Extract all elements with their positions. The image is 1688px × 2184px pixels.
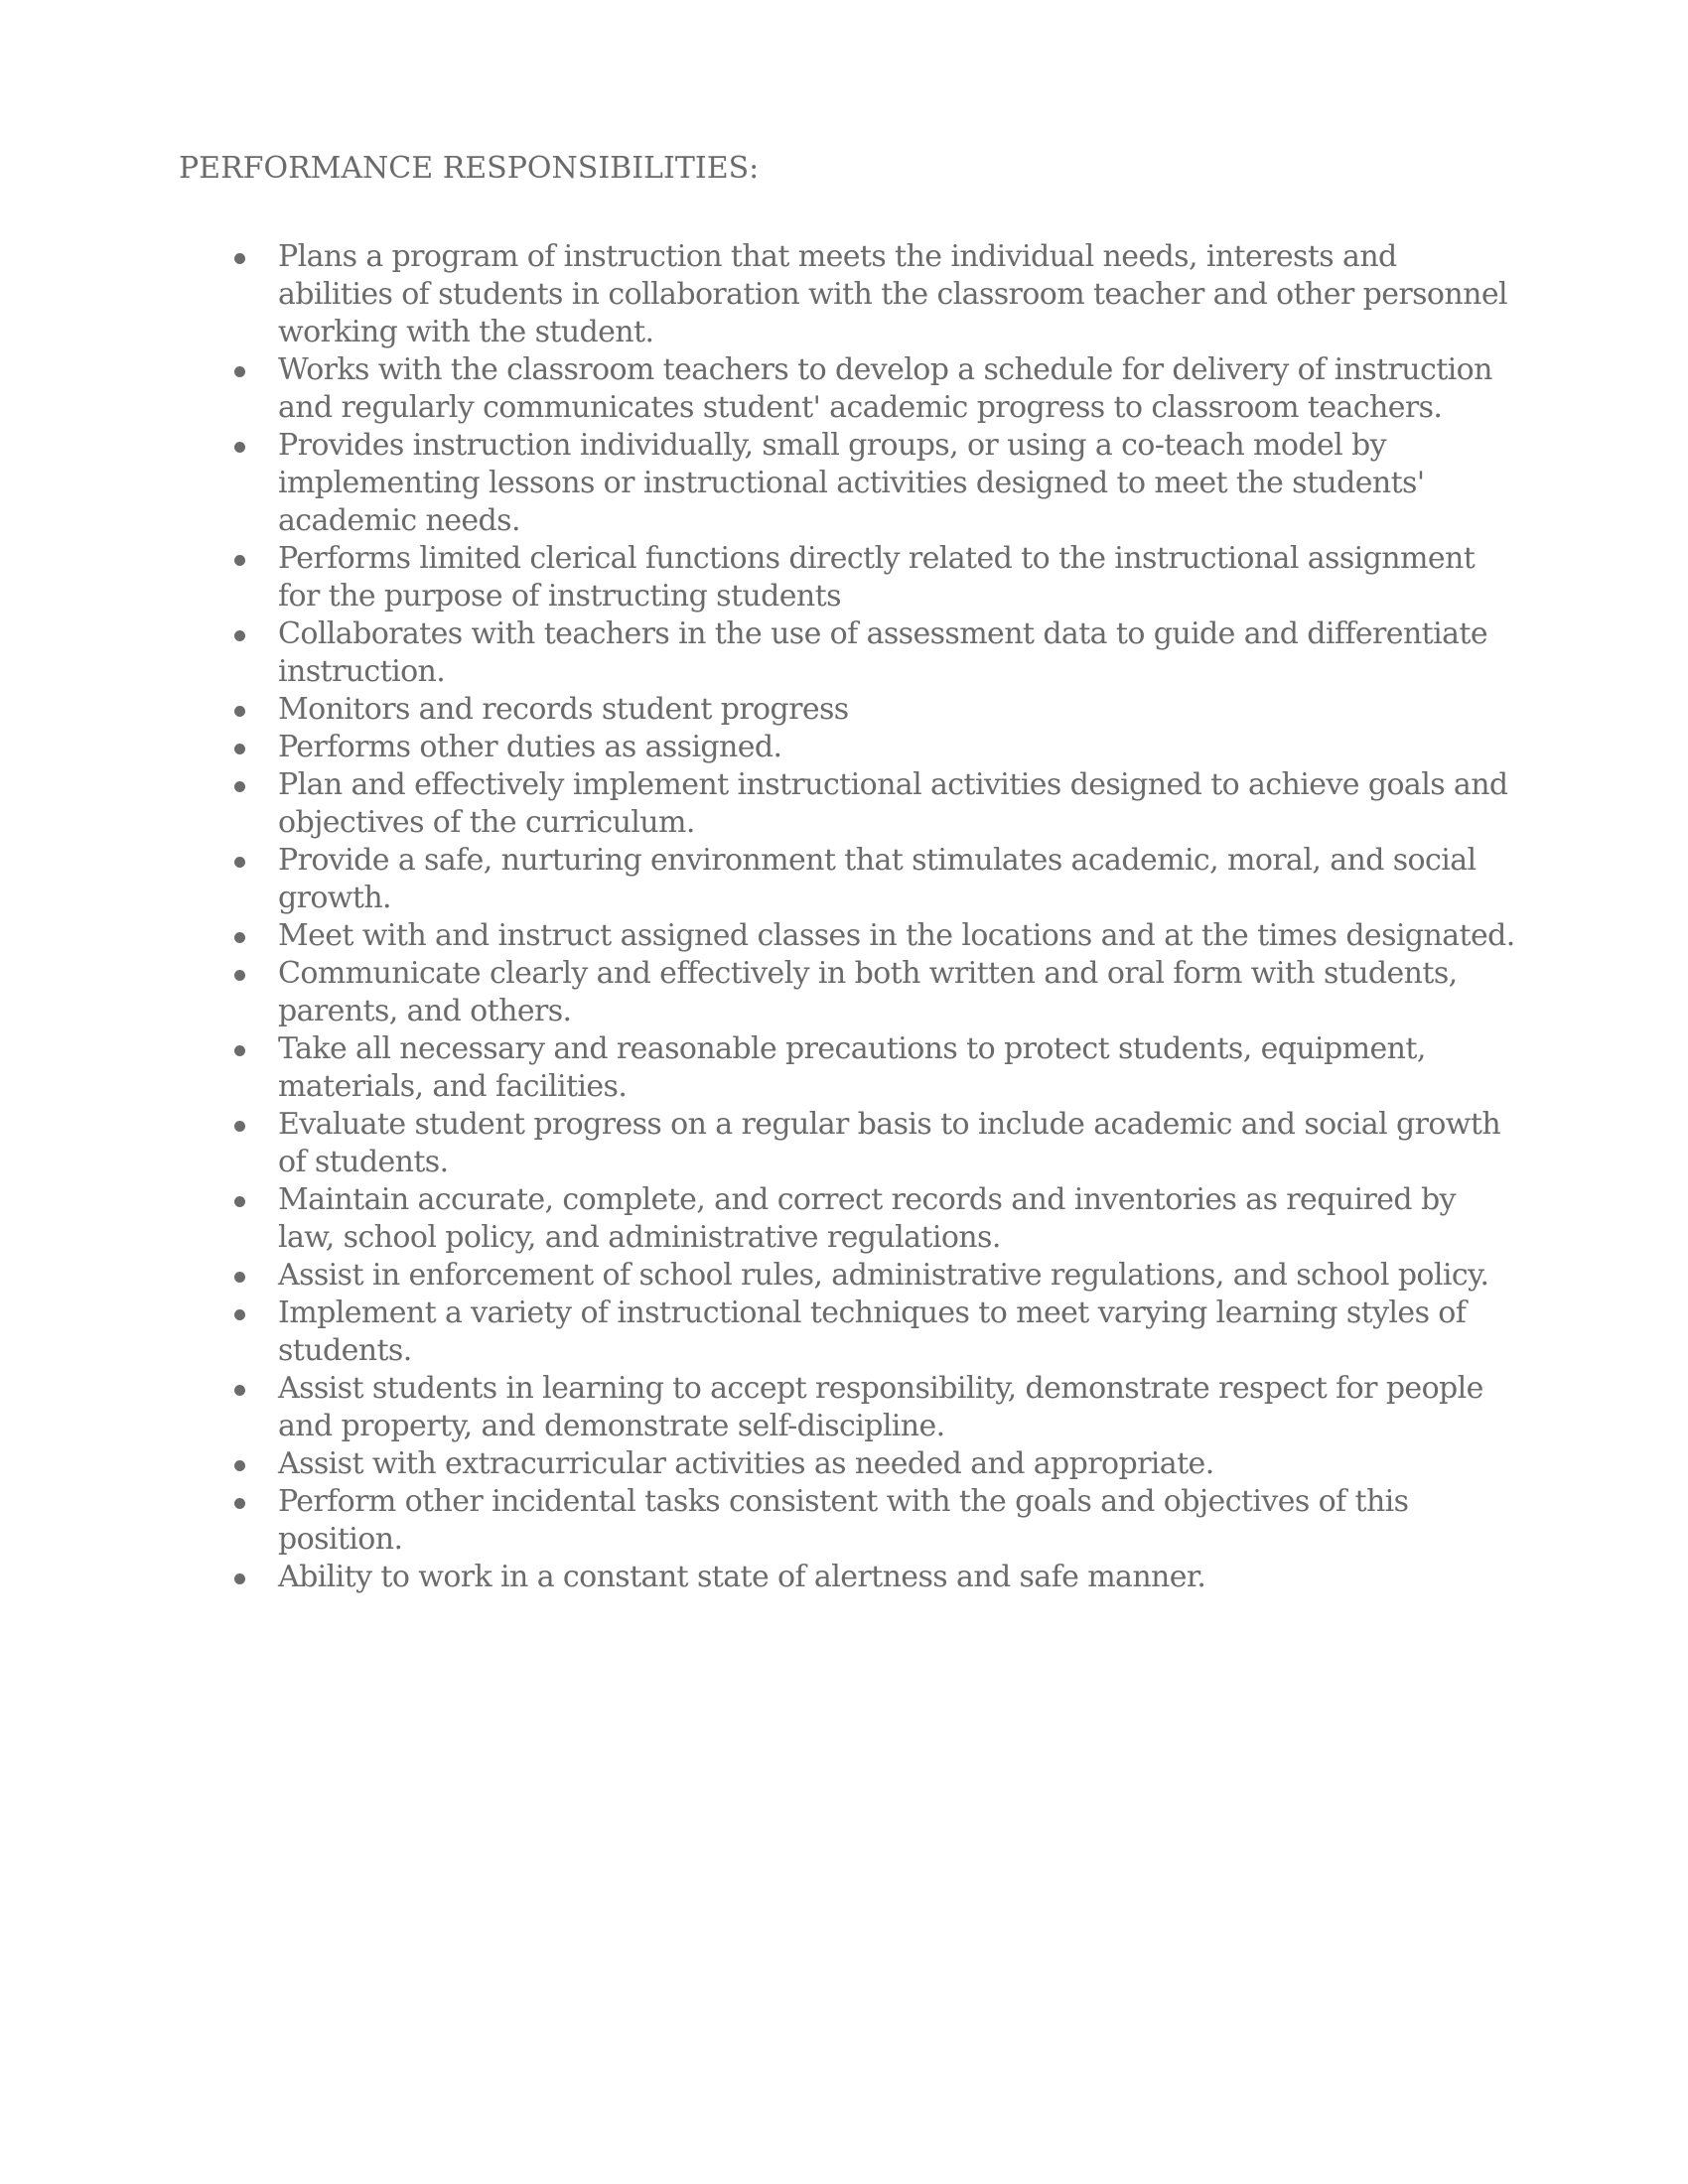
list-item-text: Assist in enforcement of school rules, administrative regulations, and school policy.	[278, 1258, 1489, 1293]
list-item-text: Works with the classroom teachers to develop a schedule for delivery of instruction and regularly communicates student' academic progress to classroom teachers.	[278, 352, 1492, 425]
bullet-icon	[234, 1460, 245, 1471]
bullet-icon	[234, 630, 245, 641]
section-heading: PERFORMANCE RESPONSIBILITIES:	[179, 151, 760, 186]
list-item-text: Implement a variety of instructional techniques to meet varying learning styles of students.	[278, 1296, 1467, 1368]
list-item	[228, 766, 1519, 842]
bullet-icon	[234, 932, 245, 943]
list-item	[228, 1559, 1519, 1596]
bullet-icon	[234, 1309, 245, 1320]
bullet-icon	[234, 442, 245, 453]
list-item	[228, 955, 1519, 1030]
list-item	[228, 1445, 1519, 1483]
list-item	[228, 1483, 1519, 1559]
list-item-text: Evaluate student progress on a regular basis to include academic and social growth of students.	[278, 1107, 1501, 1179]
list-item	[228, 917, 1519, 955]
list-item	[228, 1106, 1519, 1181]
list-item	[228, 842, 1519, 917]
list-item	[228, 615, 1519, 691]
bullet-icon	[234, 744, 245, 754]
list-item-text: Maintain accurate, complete, and correct records and inventories as required by law, school policy, and administrative regulations.	[278, 1182, 1456, 1255]
list-item-text: Provides instruction individually, small groups, or using a co-teach model by implementing lessons or instructional activities designed to meet the students' academic needs.	[278, 428, 1425, 538]
list-item-text: Performs other duties as assigned.	[278, 730, 782, 764]
list-item	[228, 427, 1519, 540]
list-item	[228, 238, 1519, 351]
list-item-text: Assist with extracurricular activities as needed and appropriate.	[278, 1446, 1214, 1481]
list-item-text: Plans a program of instruction that meets the individual needs, interests and abilities of students in collaboration with the classroom teacher and other personnel working with the student.	[278, 239, 1507, 349]
list-item-text: Performs limited clerical functions directly related to the instructional assignment for the purpose of instructing students	[278, 541, 1476, 614]
list-item-text: Take all necessary and reasonable precautions to protect students, equipment, materials, and facilities.	[278, 1031, 1426, 1104]
responsibilities-list	[228, 238, 1519, 1596]
list-item-text: Ability to work in a constant state of alertness and safe manner.	[278, 1560, 1206, 1594]
list-item-text: Plan and effectively implement instructional activities designed to achieve goals and objectives of the curriculum.	[278, 767, 1508, 840]
list-item	[228, 691, 1519, 729]
list-item-text: Perform other incidental tasks consistent with the goals and objectives of this position.	[278, 1484, 1409, 1557]
list-item-text: Meet with and instruct assigned classes in the locations and at the times designated.	[278, 918, 1515, 953]
list-item	[228, 729, 1519, 766]
bullet-icon	[234, 1196, 245, 1207]
list-item-text: Assist students in learning to accept responsibility, demonstrate respect for people and property, and demonstrate self-discipline.	[278, 1371, 1483, 1443]
list-item	[228, 1370, 1519, 1445]
list-item	[228, 1181, 1519, 1257]
list-item-text: Monitors and records student progress	[278, 692, 849, 727]
list-item	[228, 1257, 1519, 1295]
bullet-icon	[234, 1272, 245, 1283]
list-item-text: Collaborates with teachers in the use of assessment data to guide and differentiate instruction.	[278, 616, 1488, 689]
bullet-icon	[234, 253, 245, 264]
bullet-icon	[234, 970, 245, 981]
bullet-icon	[234, 781, 245, 792]
bullet-icon	[234, 366, 245, 377]
list-item	[228, 1030, 1519, 1106]
bullet-icon	[234, 706, 245, 717]
list-item	[228, 1295, 1519, 1370]
bullet-icon	[234, 1121, 245, 1132]
bullet-icon	[234, 857, 245, 868]
bullet-icon	[234, 1385, 245, 1396]
list-item	[228, 540, 1519, 615]
bullet-icon	[234, 1573, 245, 1584]
bullet-icon	[234, 1045, 245, 1056]
bullet-icon	[234, 1498, 245, 1509]
list-item-text: Communicate clearly and effectively in both written and oral form with students, parents, and others.	[278, 956, 1458, 1028]
list-item-text: Provide a safe, nurturing environment that stimulates academic, moral, and social growth.	[278, 843, 1477, 915]
bullet-icon	[234, 555, 245, 566]
list-item	[228, 351, 1519, 427]
